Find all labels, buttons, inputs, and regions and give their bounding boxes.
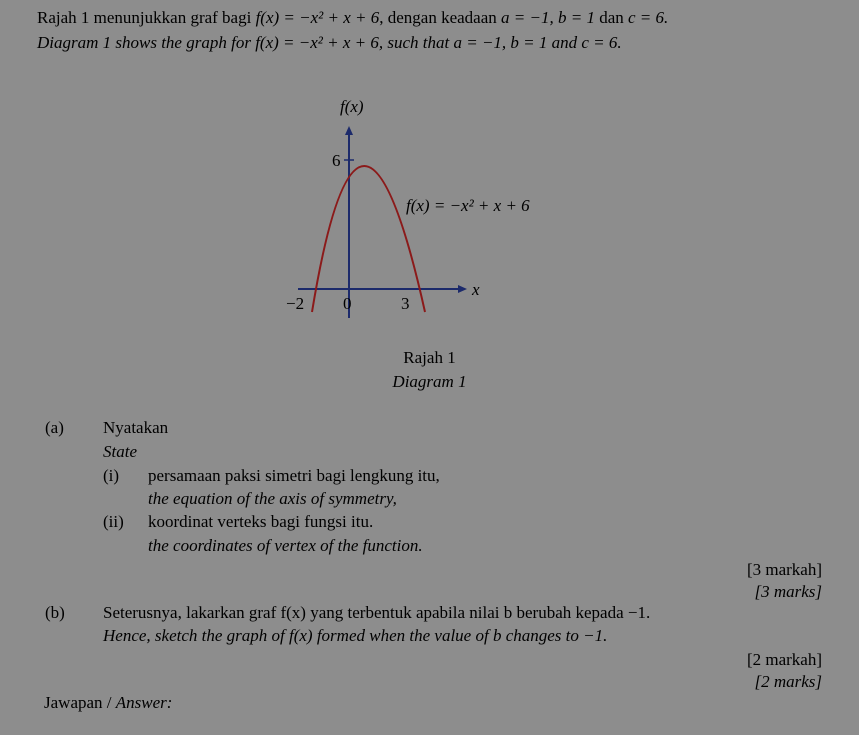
intro-english-suffix: , such that bbox=[378, 33, 454, 52]
part-a-i-marker: (i) bbox=[103, 466, 120, 485]
part-a-ii-malay: koordinat verteks bagi fungsi itu. bbox=[148, 512, 374, 531]
part-b-marks-malay: [2 markah] bbox=[746, 650, 822, 669]
answer-label-english: Answer: bbox=[115, 693, 173, 712]
part-a-marks-malay: [3 markah] bbox=[746, 560, 822, 579]
x-tick-label-neg2: −2 bbox=[286, 294, 305, 313]
intro-malay-function: f(x) = −x² + x + 6 bbox=[255, 8, 380, 27]
intro-english-c: c = 6. bbox=[581, 33, 622, 52]
answer-label bbox=[44, 693, 172, 713]
intro-english bbox=[37, 33, 622, 53]
part-b-english: Hence, sketch the graph of f(x) formed when the value of b changes to −1. bbox=[103, 626, 608, 645]
intro-english-conditions: a = −1, b = 1 bbox=[453, 33, 548, 52]
part-a-i-malay: persamaan paksi simetri bagi lengkung itu, bbox=[148, 466, 440, 485]
x-axis-arrowhead bbox=[458, 285, 467, 293]
intro-malay-suffix: , dengan keadaan bbox=[379, 8, 502, 27]
part-b-malay: Seterusnya, lakarkan graf f(x) yang terbentuk apabila nilai b berubah kepada −1. bbox=[103, 603, 651, 622]
part-a-ii-marker: (ii) bbox=[103, 512, 124, 531]
y-axis-arrowhead bbox=[345, 126, 353, 135]
diagram-caption-english: Diagram 1 bbox=[392, 372, 467, 391]
x-axis-label: x bbox=[472, 280, 480, 299]
x-tick-label-3: 3 bbox=[401, 294, 410, 313]
parabola-curve bbox=[312, 166, 425, 312]
part-b-marks-english: [2 marks] bbox=[754, 672, 822, 691]
part-a-malay: Nyatakan bbox=[103, 418, 169, 437]
part-b-marker: (b) bbox=[45, 603, 65, 622]
answer-label-malay: Jawapan / bbox=[44, 693, 116, 712]
intro-malay-c: c = 6. bbox=[628, 8, 669, 27]
intro-malay bbox=[37, 8, 668, 28]
x-tick-label-0: 0 bbox=[343, 294, 352, 313]
intro-malay-conditions: a = −1, b = 1 bbox=[501, 8, 595, 27]
diagram-caption-malay: Rajah 1 bbox=[403, 348, 456, 367]
parabola-graph bbox=[270, 90, 530, 330]
intro-english-prefix: Diagram 1 shows the graph for bbox=[37, 33, 256, 52]
intro-english-and: and bbox=[547, 33, 582, 52]
intro-malay-dan: dan bbox=[594, 8, 628, 27]
y-axis-label: f(x) bbox=[340, 97, 364, 116]
part-a-marker: (a) bbox=[45, 418, 64, 437]
part-a-i-english: the equation of the axis of symmetry, bbox=[148, 489, 397, 508]
curve-equation-label: f(x) = −x² + x + 6 bbox=[406, 196, 530, 215]
part-a-marks-english: [3 marks] bbox=[754, 582, 822, 601]
part-a-ii-english: the coordinates of vertex of the function. bbox=[148, 536, 423, 555]
y-tick-label: 6 bbox=[332, 151, 341, 170]
part-a-english: State bbox=[103, 442, 137, 461]
intro-malay-prefix: Rajah 1 menunjukkan graf bagi bbox=[37, 8, 256, 27]
intro-english-function: f(x) = −x² + x + 6 bbox=[255, 33, 379, 52]
